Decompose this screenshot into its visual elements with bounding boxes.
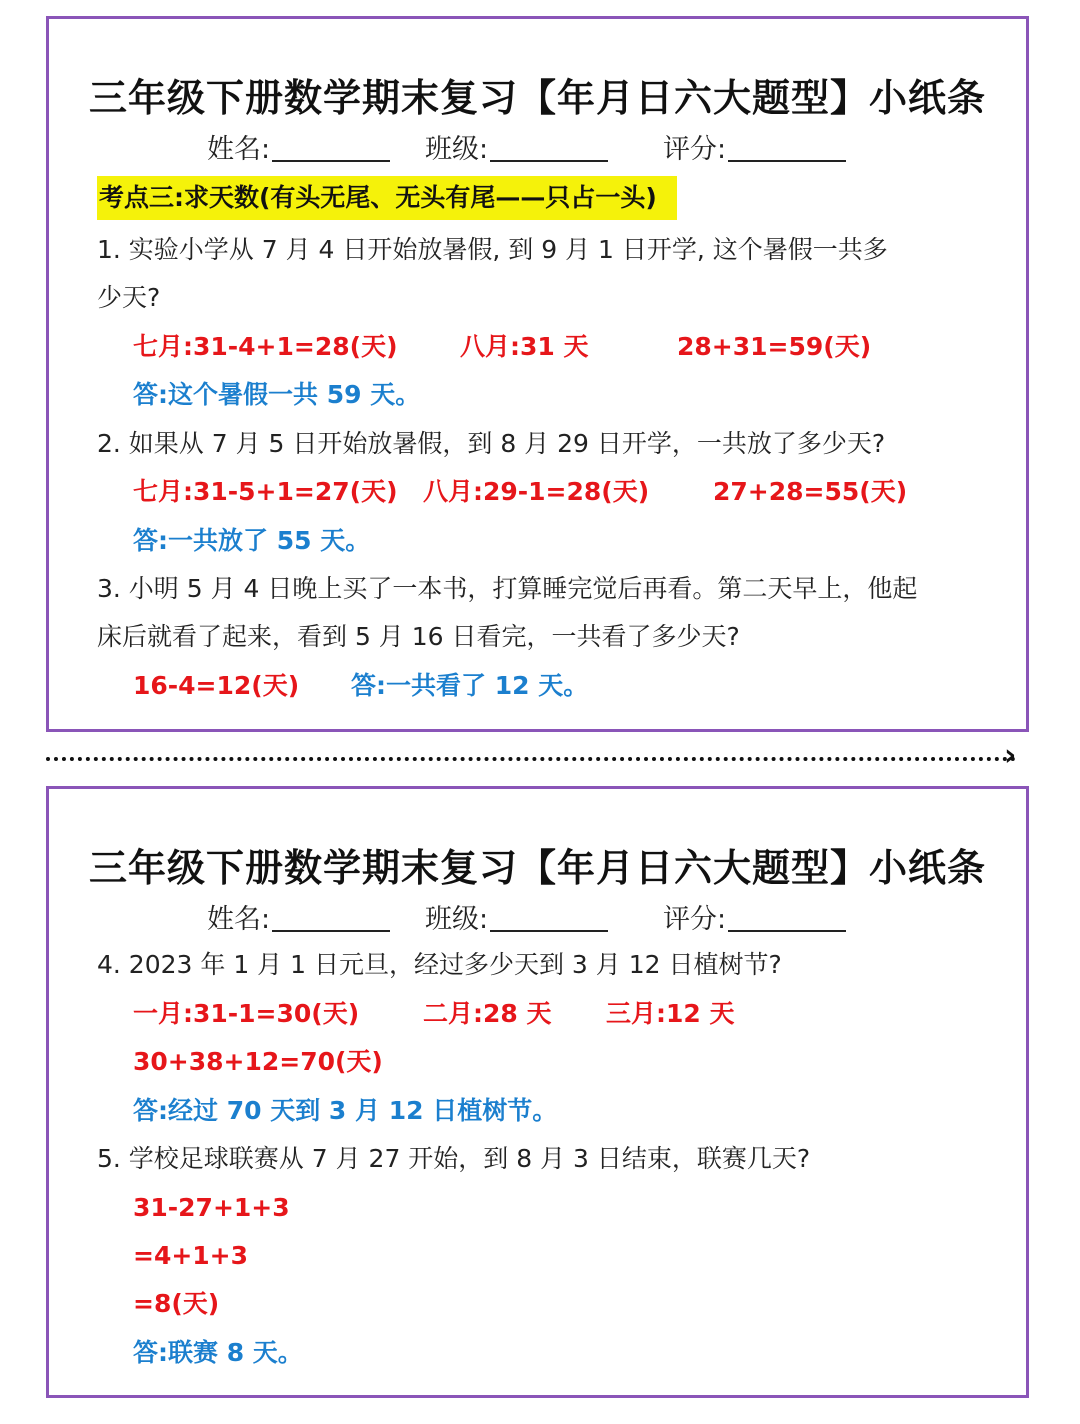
score-field (663, 897, 846, 936)
question-3-line-1: 3. 小明 5 月 4 日晚上买了一本书，打算睡完觉后再看。第二天早上，他起 (97, 574, 918, 603)
dotted-divider (46, 757, 1016, 761)
worksheet-title: 三年级下册数学期末复习【年月日六大题型】小纸条 (88, 76, 986, 120)
q4-step-january: 一月:31-1=30(天) (133, 999, 360, 1028)
question-4: 4. 2023 年 1 月 1 日元旦，经过多少天到 3 月 12 日植树节? (97, 950, 782, 979)
q1-step-july: 七月:31-4+1=28(天) (133, 332, 398, 361)
score-field (663, 127, 846, 166)
name-field (207, 127, 390, 166)
q1-step-total: 28+31=59(天) (677, 332, 872, 361)
q3-step: 16-4=12(天) (133, 671, 300, 700)
class-field (425, 897, 608, 936)
q4-answer: 答:经过 70 天到 3 月 12 日植树节。 (133, 1096, 558, 1125)
class-blank (490, 134, 608, 162)
q5-step-2: =4+1+3 (133, 1241, 249, 1270)
worksheet-card-1 (46, 16, 1029, 732)
score-label: 评分: (663, 134, 727, 165)
q4-step-total: 30+38+12=70(天) (133, 1047, 383, 1076)
arrow-right-icon: › (1004, 738, 1017, 773)
class-field (425, 127, 608, 166)
q2-step-august: 八月:29-1=28(天) (423, 477, 650, 506)
q2-step-total: 27+28=55(天) (713, 477, 908, 506)
q1-step-august: 八月:31 天 (460, 332, 589, 361)
question-1-line-2: 少天? (97, 283, 161, 312)
q4-step-february: 二月:28 天 (423, 999, 552, 1028)
q1-answer: 答:这个暑假一共 59 天。 (133, 380, 421, 409)
name-blank (272, 904, 390, 932)
class-label: 班级: (425, 904, 489, 935)
q3-answer: 答:一共看了 12 天。 (351, 671, 589, 700)
name-blank (272, 134, 390, 162)
q5-step-3: =8(天) (133, 1289, 220, 1318)
q2-step-july: 七月:31-5+1=27(天) (133, 477, 398, 506)
q2-answer: 答:一共放了 55 天。 (133, 526, 371, 555)
q5-step-1: 31-27+1+3 (133, 1193, 290, 1222)
score-label: 评分: (663, 904, 727, 935)
question-3-line-2: 床后就看了起来，看到 5 月 16 日看完，一共看了多少天? (97, 622, 740, 651)
worksheet-card-2 (46, 786, 1029, 1398)
q5-answer: 答:联赛 8 天。 (133, 1338, 303, 1367)
name-label: 姓名: (207, 904, 271, 935)
class-label: 班级: (425, 134, 489, 165)
name-label: 姓名: (207, 134, 271, 165)
name-field (207, 897, 390, 936)
score-blank (728, 134, 846, 162)
question-1-line-1: 1. 实验小学从 7 月 4 日开始放暑假, 到 9 月 1 日开学, 这个暑假一共多 (97, 235, 888, 264)
question-5: 5. 学校足球联赛从 7 月 27 开始，到 8 月 3 日结束，联赛几天? (97, 1144, 811, 1173)
q4-step-march: 三月:12 天 (606, 999, 735, 1028)
question-2: 2. 如果从 7 月 5 日开始放暑假，到 8 月 29 日开学，一共放了多少天? (97, 429, 886, 458)
worksheet-title: 三年级下册数学期末复习【年月日六大题型】小纸条 (88, 846, 986, 890)
class-blank (490, 904, 608, 932)
score-blank (728, 904, 846, 932)
section-heading: 考点三:求天数(有头无尾、无头有尾——只占一头) (97, 176, 677, 220)
